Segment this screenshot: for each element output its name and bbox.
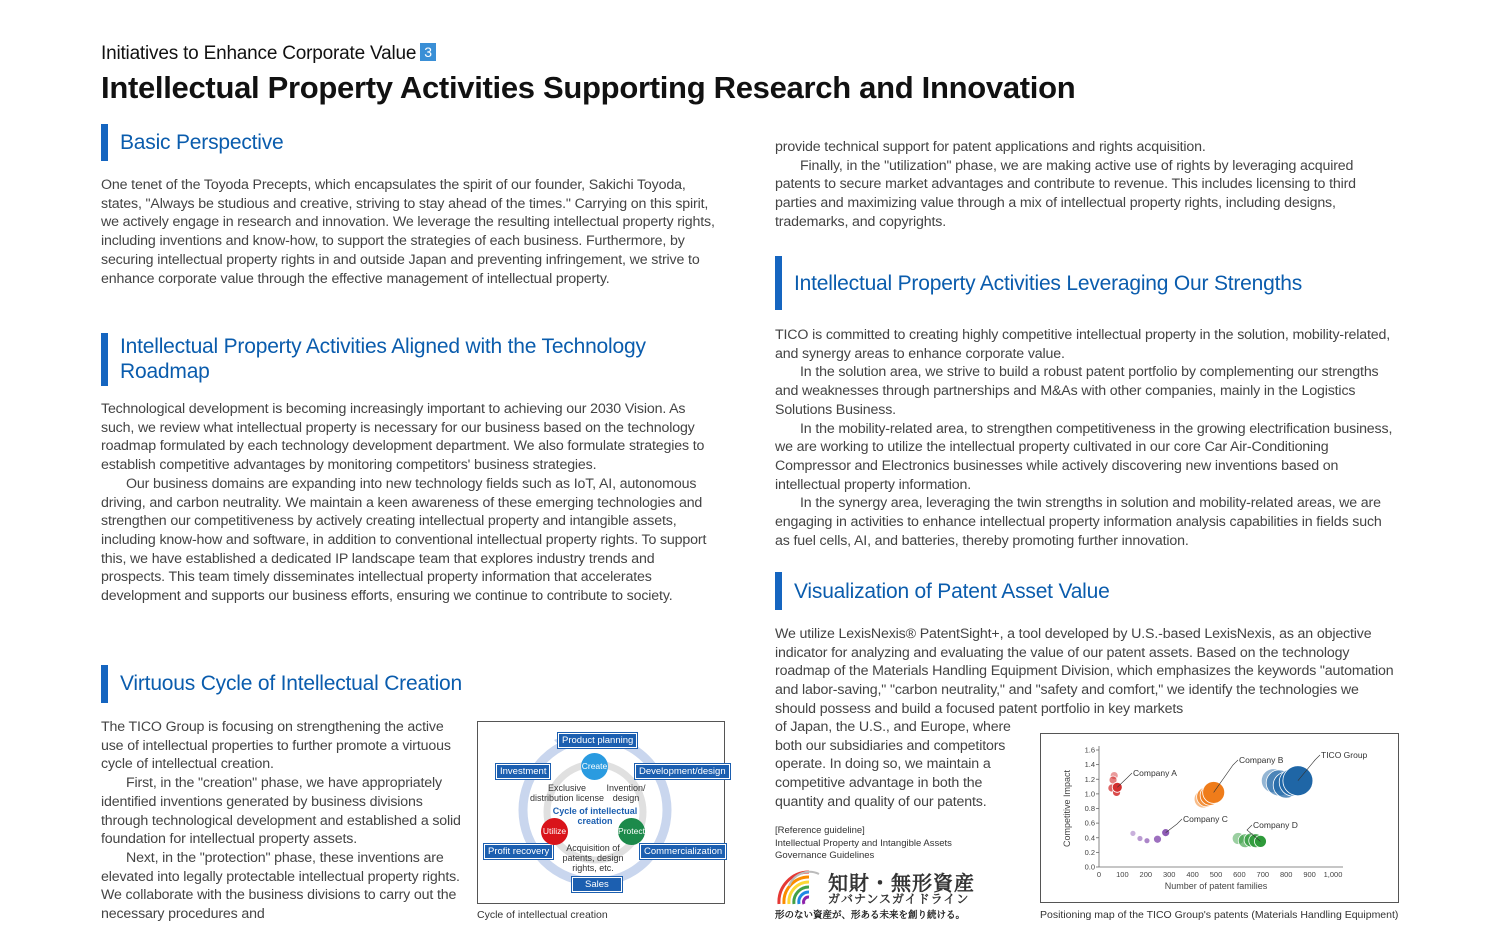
visualization-text-wide: We utilize LexisNexis® PatentSight+, a tool developed by U.S.-based LexisNexis, as an objective indicator for analyzing and evaluating the value of our patent assets. Based on the technology roadmap of the Materials Handling Equipment Division, which emphasizes the keywords "automation and labor-saving," "carbon neutrality," and "safety and comfort," we identify the technologies we should possess and build a focused patent portfolio in key markets (775, 626, 1394, 717)
paragraph: Our business domains are expanding into new technology fields such as IoT, AI, autonomous driving, and carbon neutrality. We maintain a keen awareness of these emerging technologies and strengthen our competitiveness by actively creating intellectual property and intangible assets, including know-how and software, in addition to conventional intellectual property rights. To support this, we have established a dedicated IP landscape team that explores industry trends and prospects. This team timely disseminates intellectual property information that accelerates development and supports our business efforts, ensuring we continue to contribute to society. (101, 475, 707, 605)
step-development-design: Development/design (635, 764, 730, 779)
data-point (1154, 835, 1162, 843)
heading-virtuous-cycle: Virtuous Cycle of Intellectual Creation (101, 665, 720, 703)
visualization-text-narrow: of Japan, the U.S., and Europe, where both our subsidiaries and competitors operate. In doing so, we maintain a competitive advantage in both the quantity and quality of our patents. (775, 719, 1011, 810)
y-tick-label: 1.2 (1084, 774, 1095, 784)
paragraph: Technological development is becoming increasingly important to achieving our 2030 Vision. As such, we review what intellectual property is necessary for our business based on the technology roadmap formulated by each technology development department. We also formulate strategies to establish competitive advantages by monitoring competitors' business strategies. (101, 401, 705, 474)
logo-jp-title: 知財・無形資産 (828, 873, 975, 895)
step-product-planning: Product planning (558, 733, 637, 748)
paragraph: The TICO Group is focusing on strengthening the active use of intellectual properties to further promote a virtuous cycle of intellectual creation. (101, 719, 451, 773)
data-point (1162, 829, 1170, 837)
paragraph: Next, in the "protection" phase, these inventions are elevated into legally protectable intellectual property rights. We collaborate with the business divisions to carry out the necessary procedures and (101, 849, 460, 923)
step-commercialization: Commercialization (640, 844, 726, 859)
heading-basic-perspective: Basic Perspective (101, 124, 720, 161)
paragraph: In the solution area, we strive to build a robust patent portfolio by complementing our strengths and weaknesses through partnerships and M&As with other companies, mainly in the Logistics Solutions Business. (775, 364, 1379, 418)
heading-leveraging-strengths: Intellectual Property Activities Leveraging Our Strengths (775, 256, 1394, 310)
series-label: Company C (1183, 814, 1228, 824)
scatter-plot (1041, 734, 1398, 902)
y-tick-label: 0.8 (1084, 804, 1095, 813)
paragraph: In the mobility-related area, to strengthen competitiveness in the growing electrification business, we are working to utilize the intellectual property cultivated in our core Car Air-Conditioning Compressor and Electronics businesses while actively discovering new inventions based on intellectual property information. (775, 420, 1393, 493)
x-tick-label: 900 (1303, 870, 1316, 879)
step-profit-recovery: Profit recovery (484, 844, 553, 859)
paragraph: In the synergy area, leveraging the twin strengths in solution and mobility-related areas, we are engaging in activities to enhance intellectual property information analysis capabilities in fields such as fuel cells, AI, and batteries, thereby promoting further innovation. (775, 495, 1382, 549)
step-investment: Investment (496, 764, 550, 779)
patent-positioning-chart (1040, 733, 1399, 903)
x-tick-label: 1,000 (1323, 870, 1343, 879)
basic-perspective-text (101, 176, 729, 288)
paragraph: TICO is committed to creating highly competitive intellectual property in the solution, mobility-related, and synergy areas to enhance corporate value. (775, 327, 1391, 362)
label-acquisition: Acquisition of patents, design rights, etc. (562, 843, 624, 873)
phase-protect: Protect (618, 818, 645, 845)
label-invention-design: Invention/ design (606, 783, 646, 803)
cycle-diagram (477, 721, 725, 904)
logo-jp-subtitle: ガバナンスガイドライン (828, 892, 970, 906)
data-point (1137, 835, 1143, 841)
kicker-number-badge: 3 (420, 43, 436, 61)
x-tick-label: 700 (1256, 870, 1270, 879)
series-label: Company D (1253, 820, 1298, 830)
x-tick-label: 500 (1209, 870, 1223, 879)
y-tick-label: 1.4 (1084, 760, 1095, 770)
x-axis-label: Number of patent families (1164, 881, 1268, 891)
x-tick-label: 100 (1116, 870, 1129, 879)
y-tick-label: 1.0 (1084, 789, 1095, 799)
y-tick-label: 1.6 (1084, 745, 1095, 755)
y-tick-label: 0.4 (1084, 833, 1095, 843)
x-tick-label: 0 (1096, 870, 1102, 879)
cycle-continued-text (775, 138, 1400, 232)
data-point (1144, 838, 1150, 844)
reference-guideline: [Reference guideline] Intellectual Property and Intangible Assets Governance Guidelines (775, 825, 952, 861)
heading-visualization: Visualization of Patent Asset Value (775, 572, 1394, 610)
series-label: Company B (1239, 755, 1284, 765)
paragraph: First, in the "creation" phase, we have appropriately identified inventions generated by business divisions through technological development and established a solid foundation for intellectual property assets. (101, 775, 461, 848)
x-tick-label: 600 (1233, 870, 1246, 879)
x-tick-label: 800 (1279, 870, 1293, 879)
page-title: Intellectual Property Activities Supporting Research and Innovation (101, 70, 1076, 105)
rainbow-logo-icon (775, 866, 825, 906)
x-tick-label: 400 (1186, 870, 1199, 879)
label-cycle-center: Cycle of intellectual creation (552, 806, 638, 826)
kicker-text: Initiatives to Enhance Corporate Value (101, 43, 417, 64)
series-label: Company A (1133, 768, 1177, 778)
strengths-text (775, 326, 1400, 550)
roadmap-text (101, 400, 721, 606)
data-point (1130, 830, 1136, 836)
x-tick-label: 200 (1139, 870, 1153, 879)
virtuous-cycle-text (101, 718, 467, 924)
paragraph: Finally, in the "utilization" phase, we are making active use of rights by leveraging acquired patents to secure market advantages and contribute to revenue. This includes licensing to third parties and maximizing value through a mix of intellectual property rights, including designs, trademarks, and copyrights. (775, 157, 1356, 230)
label-exclusive-license: Exclusive distribution license (529, 783, 605, 803)
series-label: TICO Group (1321, 750, 1368, 760)
y-tick-label: 0.6 (1084, 818, 1095, 828)
y-tick-label: 0.2 (1084, 847, 1095, 857)
paragraph: provide technical support for patent applications and rights acquisition. (775, 139, 1206, 155)
section-kicker (101, 43, 436, 65)
phase-utilize: Utilize (541, 818, 568, 845)
cycle-figure-caption: Cycle of intellectual creation (477, 909, 608, 921)
y-axis-label: Competitive Impact (1062, 769, 1072, 848)
y-tick-label: 0.0 (1084, 862, 1095, 872)
phase-create: Create (581, 753, 608, 780)
step-sales: Sales (572, 877, 622, 892)
x-tick-label: 300 (1162, 870, 1176, 879)
paragraph: One tenet of the Toyoda Precepts, which encapsulates the spirit of our founder, Sakichi Toyoda, states, "Always be studious and creative, striving to stay ahead of the times." Carrying on this spirit, we actively engage in research and innovation. We leverage the resulting intellectual property rights, including inventions and know-how, to support the strategies of each business. Furthermore, by securing intellectual property rights in and outside Japan and preventing infringement, we strive to enhance corporate value through the effective management of intellectual property. (101, 177, 715, 287)
chart-caption: Positioning map of the TICO Group's patents (Materials Handling Equipment) (1040, 909, 1399, 921)
logo-jp-tagline: 形のない資産が、形ある未来を創り続ける。 (775, 910, 966, 921)
heading-technology-roadmap: Intellectual Property Activities Aligned with the Technology Roadmap (101, 333, 720, 386)
